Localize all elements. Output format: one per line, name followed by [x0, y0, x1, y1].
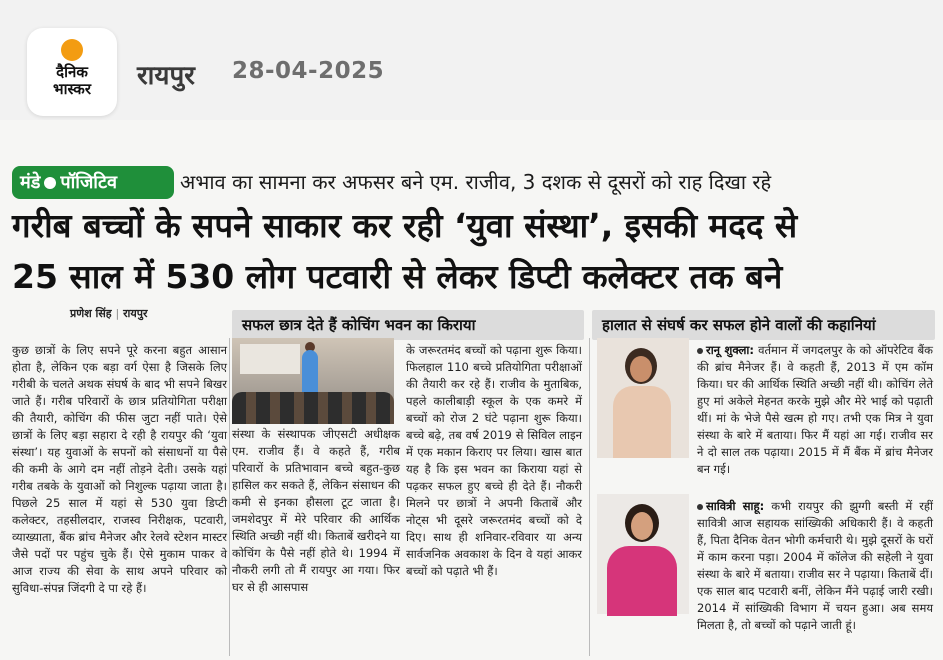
column-divider [229, 338, 230, 656]
publication-logo[interactable] [27, 28, 117, 116]
article-column-3: के जरूरतमंद बच्चों को पढ़ाना शुरू किया। फिलहाल 110 बच्चे प्रतियोगिता परीक्षाओं की तैयारी कर रहे हैं। राजीव के मुताबिक, पहले कालीबाड़ी स्कूल के एक कमरे में बच्चों को रोज 2 घंटे पढ़ाना शुरू किया। बच्चे बढ़े, तब वर्ष 2019 से सिविल लाइन में एक मकान किराए पर लिया। खास बात यह है कि इस भवन का किराया यहां से पढ़कर सफल हुए बच्चे ही देते हैं। नौकरी मिलने पर छात्रों ने अपनी किताबें और नोट्स भी दूसरे जरूरतमंद बच्चों को दे दिए। साथ ही शनिवार-रविवार या अन्य सार्वजनिक अवकाश के दिन वे यहां आकर बच्चों को पढ़ाते भी हैं। [406, 343, 582, 578]
portrait-ranu-shukla [597, 338, 689, 458]
article-kicker: अभाव का सामना कर अफसर बने एम. राजीव, 3 दशक से दूसरों को राह दिखा रहे [180, 170, 772, 194]
app-header [0, 0, 943, 120]
sun-icon [61, 39, 83, 61]
badge-dot-icon [44, 177, 56, 189]
badge-label-2: पॉजिटिव [60, 172, 118, 193]
story-name: सावित्री साहू: [706, 499, 765, 513]
portrait-savitri-sahu [597, 494, 689, 614]
newspaper-page [0, 120, 943, 660]
byline-separator: | [115, 307, 120, 320]
teacher-figure [302, 350, 318, 396]
byline-author: प्रणेश सिंह [70, 307, 112, 320]
column-heading-stories: हालात से संघर्ष कर सफल होने वालों की कहानियां [592, 310, 935, 340]
byline [70, 306, 148, 321]
byline-place: रायपुर [123, 307, 148, 320]
column-divider [589, 338, 590, 656]
bullet-icon [697, 348, 703, 354]
portrait-body [613, 386, 671, 458]
column-heading-coaching: सफल छात्र देते हैं कोचिंग भवन का किराया [232, 310, 584, 340]
article-column-1: कुछ छात्रों के लिए सपने पूरे करना बहुत आसान होता है, लेकिन एक बड़ा वर्ग ऐसा है जिसके लिए गरीबी के चलते अथक संघर्ष के बाद भी सपने बिखर जाते हैं। गरीब परिवारों के छात्र प्रतियोगिता परीक्षा की तैयारी, कोचिंग की फीस जुटा नहीं पाते। ऐसे छात्रों के लिए बड़ा सहारा दे रही है रायपुर की ‘युवा संस्था’। यह युवाओं के सपनों को संसाधनों या पैसे की कमी के आगे दम नहीं तोड़ने देती। उसके यहां गरीब तबके के युवाओं को निशुल्क पढ़ाया जाता है। पिछले 25 साल में यहां से 530 युवा डिप्टी कलेक्टर, तहसीलदार, राजस्व निरीक्षक, पटवारी, व्याख्याता, बैंक ब्रांच मैनेजर और रेलवे स्टेशन मास्टर जैसे पदों पर पहुंच चुके हैं। ऐसे मुकाम पाकर वे आज राज्य की सेवा के साथ अपने परिवार को सुविधा-संपन्न जिंदगी दे पा रहे हैं। [12, 343, 227, 595]
portrait-face [630, 356, 652, 382]
whiteboard-shape [240, 344, 300, 374]
headline-line-2: 25 साल में 530 लोग पटवारी से लेकर डिप्टी कलेक्टर तक बने [12, 257, 783, 296]
story-text: कभी रायपुर की झुग्गी बस्ती में रहीं सावित्री आज सहायक सांख्यिकी अधिकारी हैं। वे कहती हैं, पिता दैनिक वेतन भोगी कर्मचारी थे। मुझे दूसरों के घरों में काम करना पड़ा। 2004 में कॉलेज की सहेली ने युवा संस्था के बारे में बताया। राजीव सर ने पढ़ाया। किताबें दीं। एक साल बाद पटवारी बनीं, लेकिन मैंने पढ़ाई जारी रखी। 2014 में सांख्यिकी विभाग में चयन हुआ। अब समय मिलता है, तो बच्चों को पढ़ाने जाती हूं। [697, 499, 934, 632]
portrait-body [607, 546, 677, 616]
story-name: रानू शुक्ला: [706, 343, 754, 357]
edition-date: 28-04-2025 [232, 58, 385, 84]
classroom-photo [232, 338, 394, 424]
bullet-icon [697, 504, 703, 510]
portrait-face [631, 512, 653, 540]
story-savitri-sahu [697, 498, 933, 658]
story-ranu-shukla [697, 342, 934, 476]
story-text: वर्तमान में जगदलपुर के को ऑपरेटिव बैंक की ब्रांच मैनेजर हैं। वे कहती हैं, 2013 में एम कॉम किया। घर की आर्थिक स्थिति अच्छी नहीं थी। कोचिंग लेते हुए मां अकेले मेहनत करके मुझे और मेरे भाई को पढ़ाती थीं। मां के भेजे पैसे खत्म हो गए। तभी एक मित्र ने युवा संस्था के बारे में बताया। फिर मैं यहां आ गई। राजीव सर ने दो साल तक पढ़ाया। 2015 में मैं बैंक में ब्रांच मैनेजर बन गई। [697, 343, 934, 476]
headline-line-1: गरीब बच्चों के सपने साकार कर रही ‘युवा संस्था’, इसकी मदद से [12, 206, 798, 245]
students-crowd [232, 392, 394, 424]
edition-city: रायपुर [137, 61, 195, 91]
logo-line-2: भास्कर [53, 80, 91, 98]
logo-line-1: दैनिक [56, 63, 88, 81]
section-badge [12, 166, 174, 199]
badge-label-1: मंडे [20, 172, 41, 193]
article-column-2: संस्था के संस्थापक जीएसटी अधीक्षक एम. राजीव हैं। वे कहते हैं, गरीब परिवारों के प्रतिभावान बच्चे बहुत-कुछ हासिल कर सकते हैं, लेकिन संसाधन की कमी से इनका हौसला टूट जाता है। जमशेदपुर में मेरे परिवार की आर्थिक स्थिति अच्छी नहीं थी। किताबें खरीदने या कोचिंग के पैसे नहीं होते थे। 1994 में नौकरी लगी तो मैं रायपुर आ गया। फिर घर से ही आसपास [232, 427, 400, 594]
